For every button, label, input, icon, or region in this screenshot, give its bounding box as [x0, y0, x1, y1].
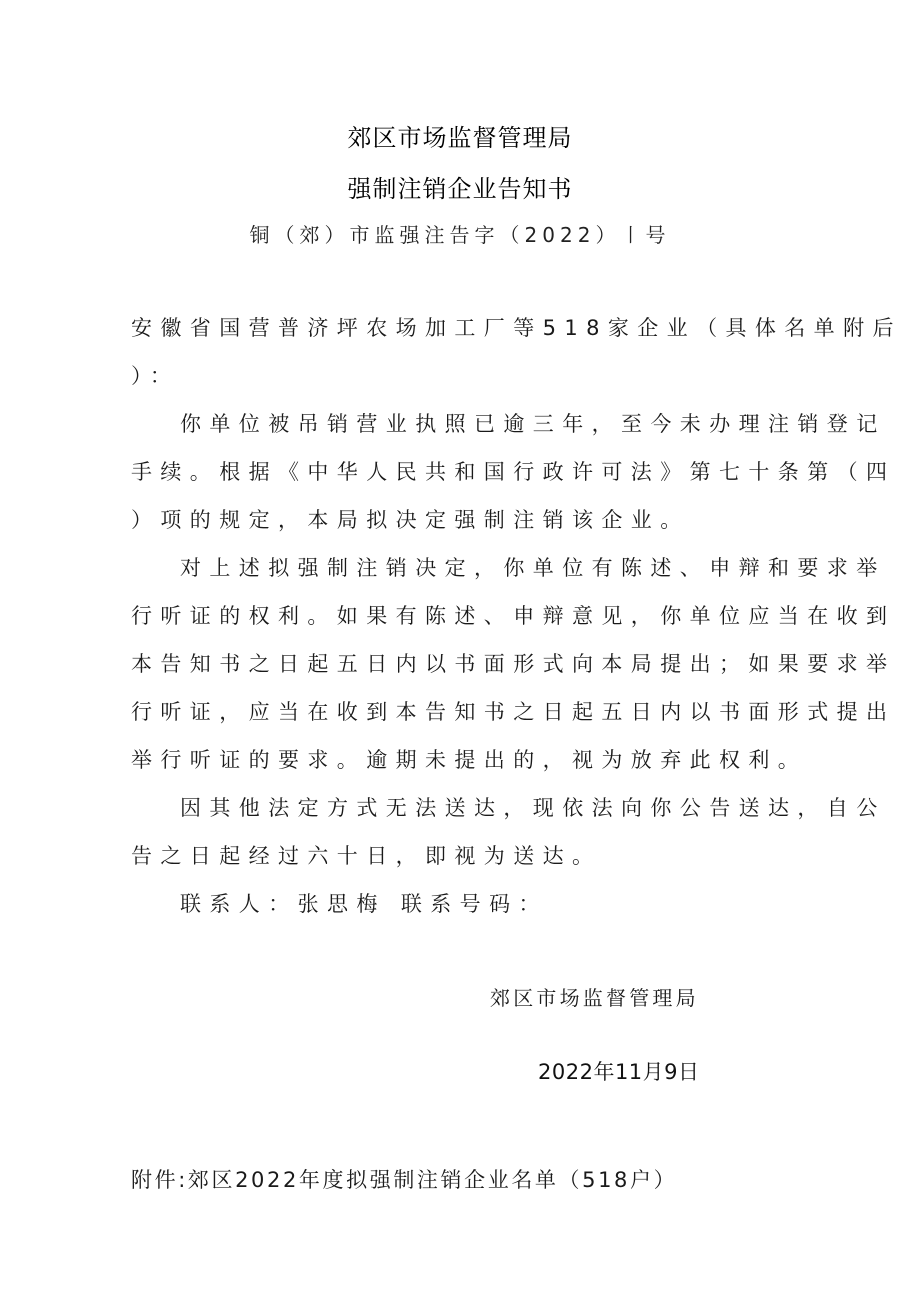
paragraph-line: 行听证，应当在收到本告知书之日起五日内以书面形式提出: [131, 700, 896, 724]
paragraph-line: 行听证的权利。如果有陈述、申辩意见，你单位应当在收到: [131, 604, 896, 628]
paragraph-line: 因其他法定方式无法送达，现依法向你公告送达，自公: [180, 796, 886, 820]
paragraph-line: 你单位被吊销营业执照已逾三年，至今未办理注销登记: [180, 412, 886, 436]
document-number: 铜（郊）市监强注告字（2022）〡号: [249, 223, 671, 247]
addressee-line: 安徽省国营普济坪农场加工厂等518家企业（具体名单附后: [131, 316, 902, 340]
paragraph-line: 对上述拟强制注销决定，你单位有陈述、申辩和要求举: [180, 556, 886, 580]
issue-date: 2022年11月9日: [538, 1060, 700, 1084]
issuer-title: 郊区市场监督管理局: [347, 124, 573, 152]
attachment-note: 附件:郊区2022年度拟强制注销企业名单（518户）: [131, 1168, 678, 1192]
document-title: 强制注销企业告知书: [347, 175, 573, 203]
paragraph-line: 告之日起经过六十日，即视为送达。: [131, 844, 602, 868]
addressee-line: ）：: [131, 364, 180, 388]
paragraph-line: 手续。根据《中华人民共和国行政许可法》第七十条第（四: [131, 460, 896, 484]
paragraph-line: 举行听证的要求。逾期未提出的，视为放弃此权利。: [131, 748, 808, 772]
paragraph-line: 本告知书之日起五日内以书面形式向本局提出；如果要求举: [131, 652, 896, 676]
contact-line: 联系人：张思梅 联系号码：: [180, 892, 548, 916]
paragraph-line: ）项的规定，本局拟决定强制注销该企业。: [131, 508, 690, 532]
signature: 郊区市场监督管理局: [490, 986, 699, 1010]
